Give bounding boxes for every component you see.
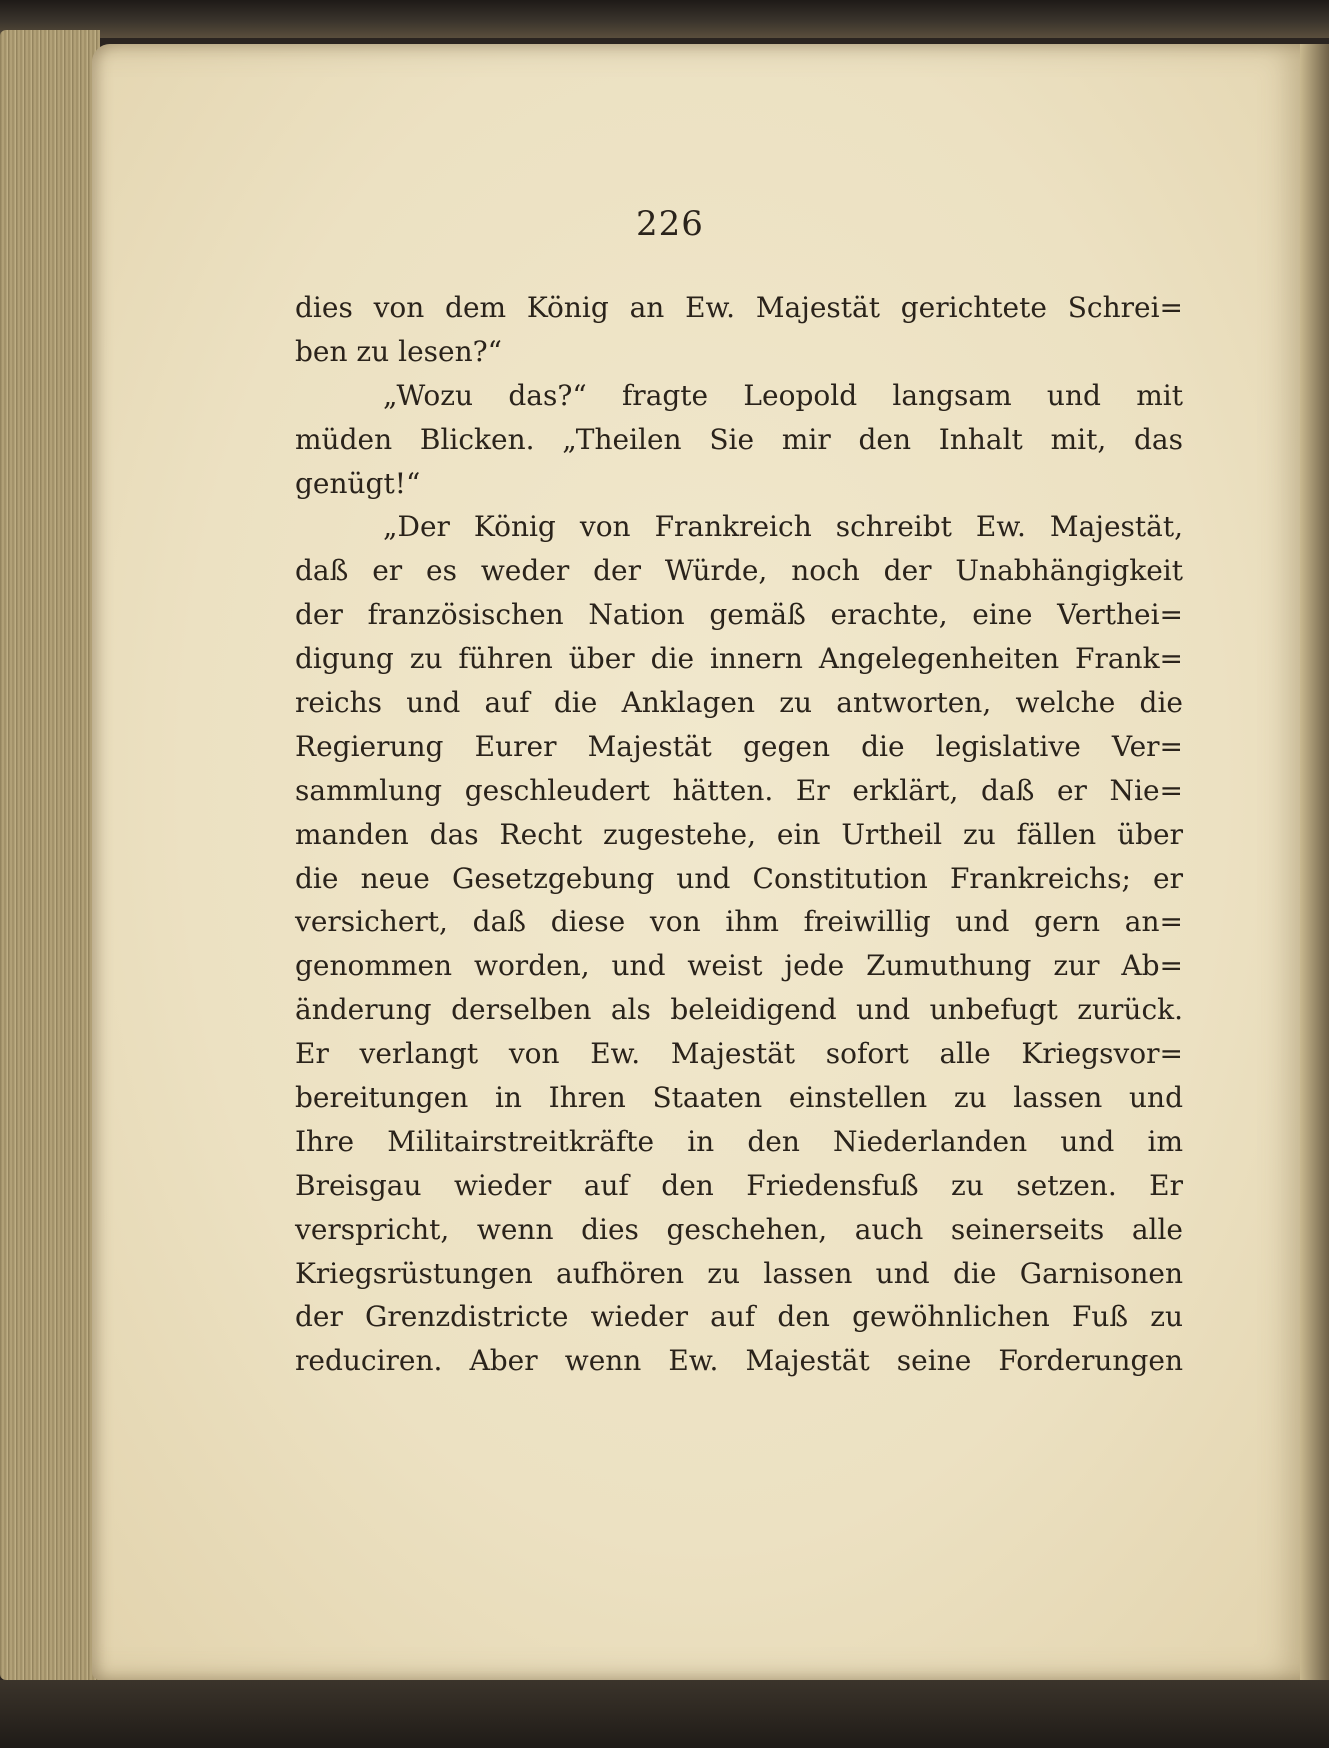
text-line: manden das Recht zugestehe, ein Urtheil zu fällen über bbox=[295, 817, 1183, 851]
text-line: der Grenzdistricte wieder auf den gewöhnlichen Fuß zu bbox=[295, 1300, 1183, 1334]
text-line: „Der König von Frankreich schreibt Ew. Majestät, bbox=[383, 510, 1183, 544]
text-line: reichs und auf die Anklagen zu antworten, welche die bbox=[295, 686, 1183, 720]
text-line: Ihre Militairstreitkräfte in den Niederlanden und im bbox=[295, 1124, 1183, 1158]
body-text bbox=[295, 286, 1183, 1383]
text-line: die neue Gesetzgebung und Constitution Frankreichs; er bbox=[295, 861, 1183, 895]
text-line: Breisgau wieder auf den Friedensfuß zu setzen. Er bbox=[295, 1168, 1183, 1202]
book-gutter bbox=[1300, 44, 1329, 1680]
text-line: daß er es weder der Würde, noch der Unabhängigkeit bbox=[295, 554, 1183, 588]
text-line: Regierung Eurer Majestät gegen die legislative Ver= bbox=[295, 729, 1183, 763]
text-line: änderung derselben als beleidigend und unbefugt zurück. bbox=[295, 993, 1183, 1027]
text-line: „Wozu das?“ fragte Leopold langsam und mit bbox=[383, 378, 1183, 412]
text-line: sammlung geschleudert hätten. Er erklärt, daß er Nie= bbox=[295, 773, 1183, 807]
text-line: ben zu lesen?“ bbox=[295, 334, 502, 368]
text-line: dies von dem König an Ew. Majestät gerichtete Schrei= bbox=[295, 291, 1183, 324]
text-line: verspricht, wenn dies geschehen, auch seinerseits alle bbox=[295, 1212, 1183, 1246]
text-line: versichert, daß diese von ihm freiwillig und gern an= bbox=[295, 905, 1183, 939]
text-line: digung zu führen über die innern Angelegenheiten Frank= bbox=[295, 642, 1183, 676]
text-line: bereitungen in Ihren Staaten einstellen zu lassen und bbox=[295, 1081, 1183, 1115]
text-line: der französischen Nation gemäß erachte, eine Verthei= bbox=[295, 598, 1183, 632]
page-block-edge bbox=[0, 30, 100, 1680]
text-line: reduciren. Aber wenn Ew. Majestät seine Forderungen bbox=[295, 1344, 1183, 1378]
text-line: genügt!“ bbox=[295, 466, 421, 500]
page-number: 226 bbox=[636, 204, 704, 244]
book-bottom-edge bbox=[0, 1680, 1329, 1748]
book-top-edge bbox=[0, 0, 1329, 38]
text-line: Kriegsrüstungen aufhören zu lassen und die Garnisonen bbox=[295, 1256, 1183, 1290]
text-line: Er verlangt von Ew. Majestät sofort alle Kriegsvor= bbox=[295, 1037, 1183, 1071]
text-line: müden Blicken. „Theilen Sie mir den Inhalt mit, das bbox=[295, 422, 1183, 456]
text-line: genommen worden, und weist jede Zumuthung zur Ab= bbox=[295, 949, 1183, 983]
